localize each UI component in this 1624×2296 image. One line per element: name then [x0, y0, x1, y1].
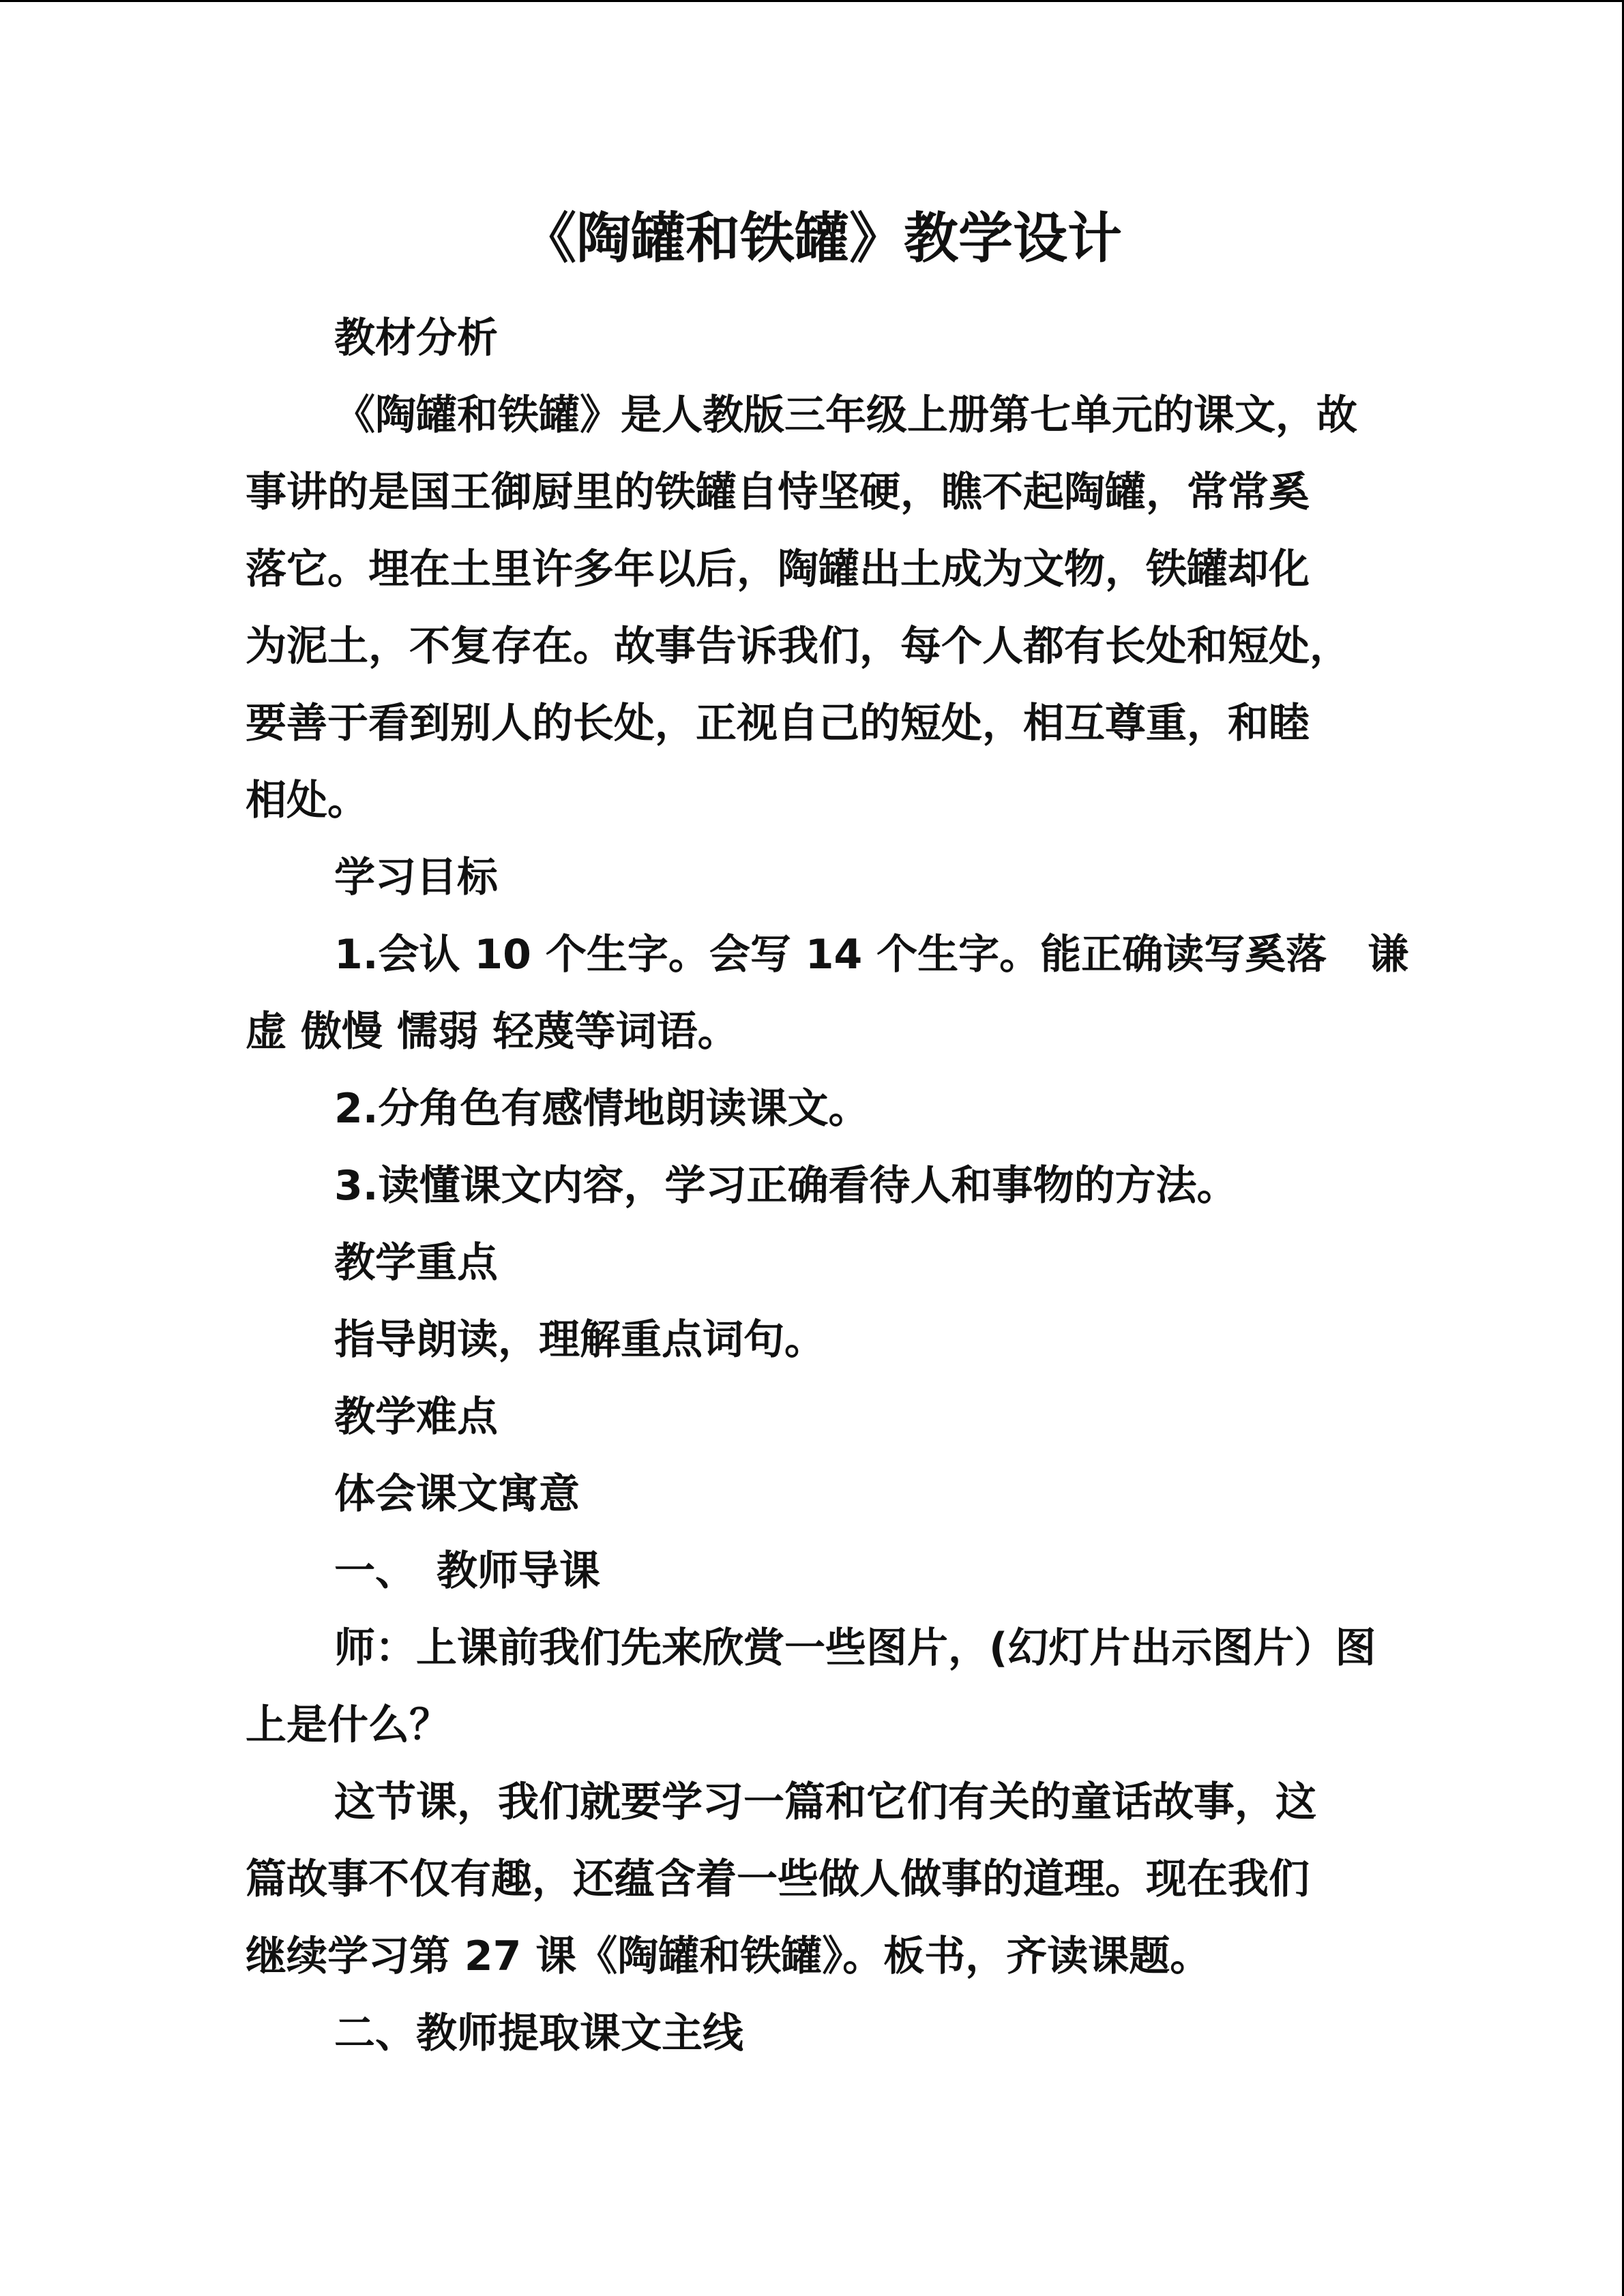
objective-item-3: 3.读懂课文内容，学习正确看待人和事物的方法。 [334, 1162, 1238, 1210]
analysis-line: 为泥土，不复存在。故事告诉我们，每个人都有长处和短处， [246, 623, 1350, 670]
analysis-line: 相处。 [246, 777, 368, 824]
section-2-heading: 二、教师提取课文主线 [334, 2010, 743, 2057]
top-border-line [0, 0, 1624, 2]
document-title: 《陶罐和铁罐》教学设计 [522, 207, 1122, 270]
analysis-heading: 教材分析 [334, 314, 498, 362]
analysis-line: 落它。埋在土里许多年以后，陶罐出土成为文物，铁罐却化 [246, 546, 1310, 593]
section-1-paragraph: 这节课，我们就要学习一篇和它们有关的童话故事，这 [334, 1778, 1316, 1826]
section-1-paragraph: 师：上课前我们先来欣赏一些图片，(幻灯片出示图片）图 [334, 1624, 1376, 1672]
section-1-paragraph: 篇故事不仅有趣，还蕴含着一些做人做事的道理。现在我们 [246, 1855, 1310, 1903]
objective-item-1-cont: 虚 傲慢 懦弱 轻蔑等词语。 [246, 1008, 739, 1056]
objectives-heading: 学习目标 [334, 854, 498, 901]
analysis-line: 要善于看到别人的长处，正视自己的短处，相互尊重，和睦 [246, 700, 1310, 747]
objective-item-2: 2.分角色有感情地朗读课文。 [334, 1085, 870, 1133]
objective-item-1: 1.会认 10 个生字。会写 14 个生字。能正确读写奚落 谦 [334, 931, 1409, 979]
document-page [246, 191, 1409, 2072]
difficulties-heading: 教学难点 [334, 1393, 498, 1441]
key-points-text: 指导朗读，理解重点词句。 [334, 1316, 825, 1364]
analysis-line: 事讲的是国王御厨里的铁罐自恃坚硬，瞧不起陶罐，常常奚 [246, 468, 1310, 516]
key-points-heading: 教学重点 [334, 1239, 498, 1287]
difficulties-text: 体会课文寓意 [334, 1470, 580, 1518]
section-1-paragraph: 上是什么？ [246, 1701, 450, 1749]
section-1-heading: 一、 教师导课 [334, 1547, 600, 1595]
analysis-line: 《陶罐和铁罐》是人教版三年级上册第七单元的课文，故 [334, 391, 1357, 439]
section-1-paragraph: 继续学习第 27 课《陶罐和铁罐》。板书，齐读课题。 [246, 1933, 1211, 1980]
